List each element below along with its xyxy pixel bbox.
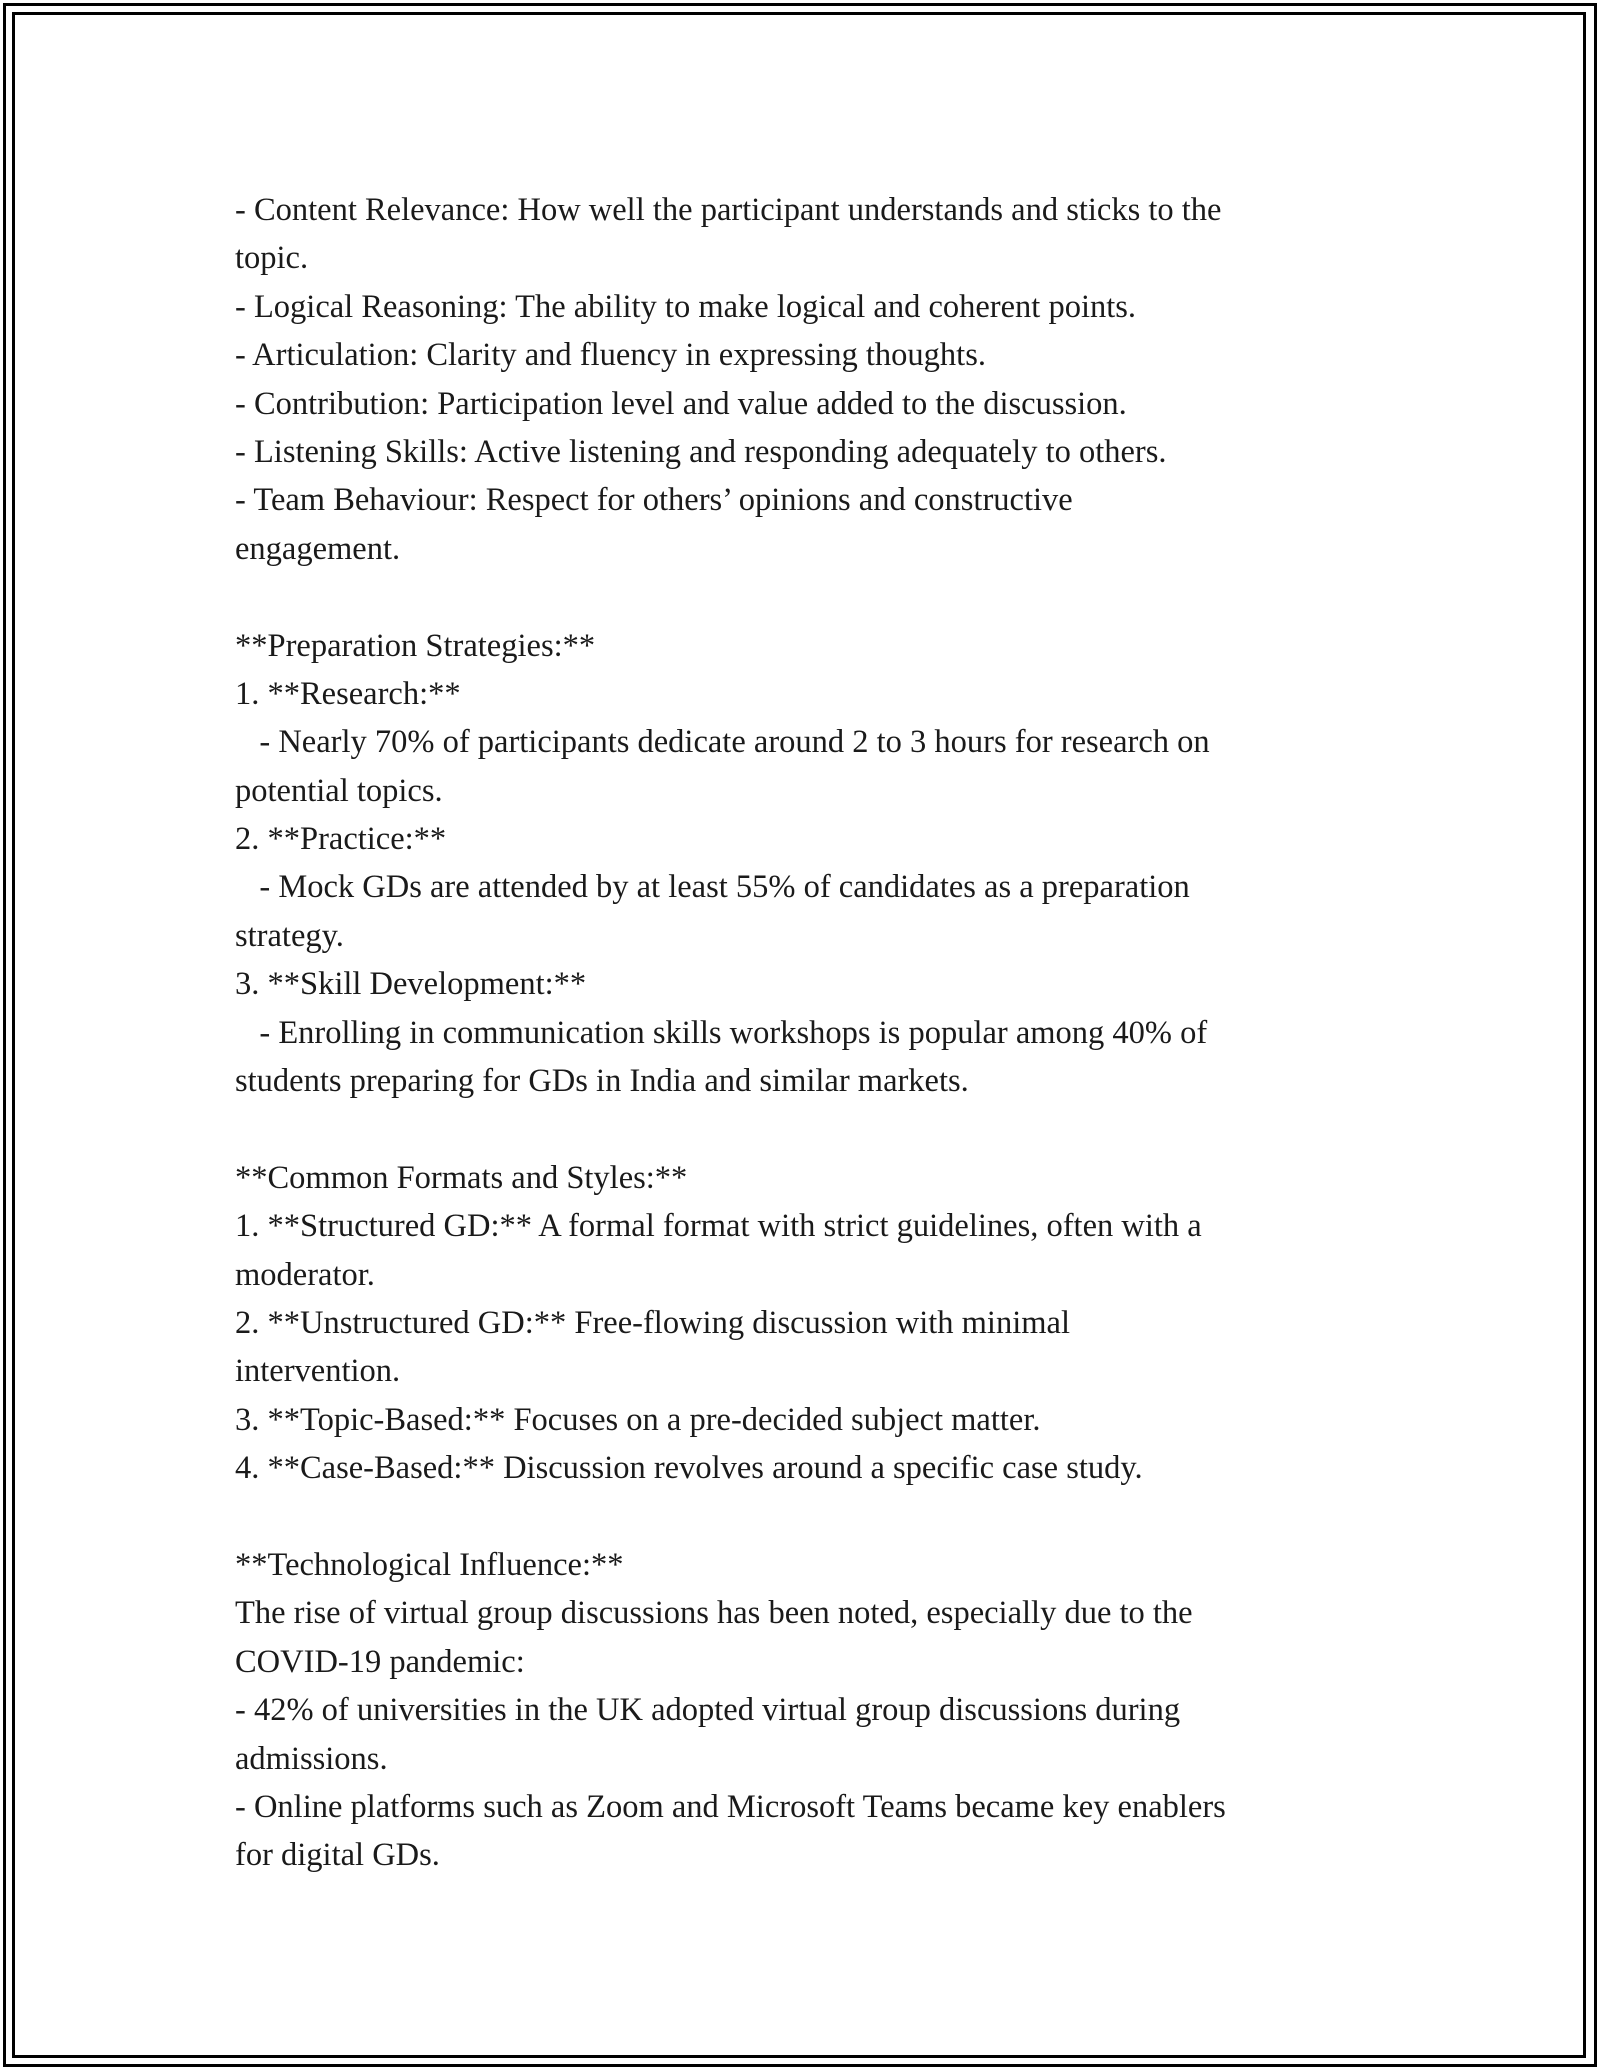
text-line: 4. **Case-Based:** Discussion revolves around a specific case study.: [235, 1450, 1143, 1487]
text-line: - Logical Reasoning: The ability to make logical and coherent points.: [235, 288, 1137, 325]
text-line: intervention.: [235, 1353, 401, 1390]
text-line: engagement.: [235, 530, 401, 567]
text-line: admissions.: [235, 1740, 388, 1777]
text-line: moderator.: [235, 1256, 375, 1293]
text-line: **Common Formats and Styles:**: [235, 1159, 688, 1196]
text-line: - Articulation: Clarity and fluency in expressing thoughts.: [235, 337, 986, 374]
text-line: - 42% of universities in the UK adopted virtual group discussions during: [235, 1692, 1181, 1729]
text-line: 3. **Skill Development:**: [235, 966, 587, 1003]
text-line: - Mock GDs are attended by at least 55% of candidates as a preparation: [235, 869, 1190, 906]
text-line: 2. **Practice:**: [235, 821, 447, 858]
blank-line: [235, 573, 1365, 621]
blank-line: [235, 1105, 1365, 1153]
text-line: - Contribution: Participation level and value added to the discussion.: [235, 385, 1127, 422]
text-line: - Enrolling in communication skills workshops is popular among 40% of: [235, 1014, 1208, 1051]
text-line: - Team Behaviour: Respect for others’ opinions and constructive: [235, 482, 1073, 519]
text-line: students preparing for GDs in India and similar markets.: [235, 1063, 969, 1100]
text-line: 1. **Research:**: [235, 675, 461, 712]
text-line: potential topics.: [235, 772, 443, 809]
text-line: **Preparation Strategies:**: [235, 627, 596, 664]
text-line: - Content Relevance: How well the participant understands and sticks to the: [235, 192, 1222, 228]
text-line: 3. **Topic-Based:** Focuses on a pre-decided subject matter.: [235, 1401, 1041, 1438]
text-line: COVID-19 pandemic:: [235, 1643, 525, 1680]
text-line: The rise of virtual group discussions has been noted, especially due to the: [235, 1595, 1193, 1632]
document-body: [235, 186, 1365, 1880]
text-line: topic.: [235, 240, 309, 277]
text-line: - Online platforms such as Zoom and Microsoft Teams became key enablers: [235, 1788, 1226, 1825]
text-line: - Nearly 70% of participants dedicate around 2 to 3 hours for research on: [235, 724, 1210, 761]
text-line: - Listening Skills: Active listening and responding adequately to others.: [235, 433, 1167, 470]
text-line: 2. **Unstructured GD:** Free-flowing discussion with minimal: [235, 1304, 1070, 1341]
text-line: 1. **Structured GD:** A formal format with strict guidelines, often with a: [235, 1208, 1202, 1245]
text-line: strategy.: [235, 917, 344, 954]
text-line: **Technological Influence:**: [235, 1546, 624, 1583]
text-line: for digital GDs.: [235, 1837, 440, 1874]
blank-line: [235, 1493, 1365, 1541]
